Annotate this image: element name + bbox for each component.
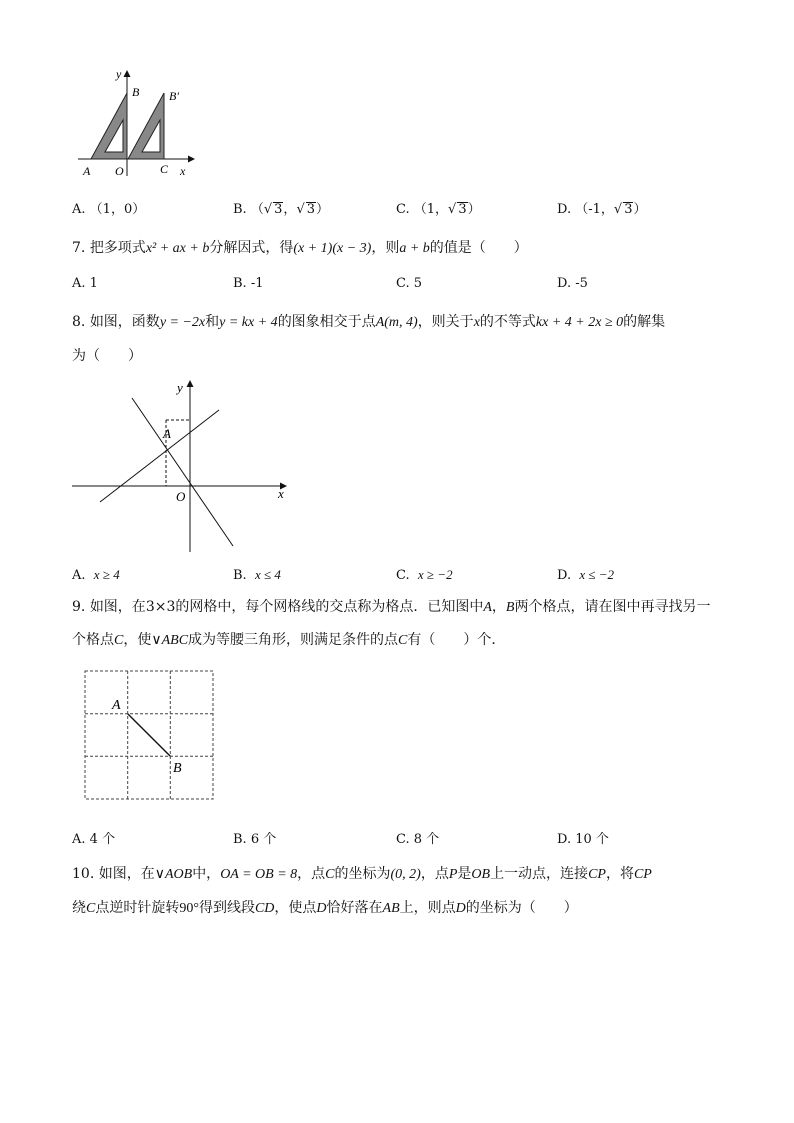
q6-option-d-letter: D.	[557, 202, 572, 217]
q6-label-y: y	[116, 67, 122, 81]
q10-segment-ob: OB	[471, 867, 491, 882]
q10-angle: 90°	[179, 901, 199, 916]
q6-option-c-radical: √ 3	[448, 202, 467, 217]
q7-stem	[72, 238, 528, 259]
q10-stem-line2	[72, 898, 578, 919]
q6-option-d-radical: √ 3	[613, 202, 633, 217]
q8-option-a-text: x ≥ 4	[93, 567, 120, 582]
q6-option-b-radicand2: 3	[306, 202, 316, 217]
q6-label-a: A	[83, 164, 91, 178]
q6-label-bprime: B′	[169, 89, 179, 103]
q10-text-8: ，将	[605, 866, 634, 882]
q6-option-d-open: （-1，	[575, 202, 614, 217]
q6-label-x: x	[180, 164, 186, 178]
q6-option-b-radicand1: 3	[274, 202, 283, 217]
q9-option-b-letter: B.	[233, 832, 247, 847]
q8-func-2: y = kx + 4	[219, 315, 278, 330]
q8-option-b-letter: B.	[233, 568, 247, 583]
q6-option-b-close: ）	[316, 202, 330, 217]
q10-text-5: ，点	[420, 866, 449, 882]
q9-label-a: A	[112, 698, 121, 713]
q9-option-b-text: 6 个	[250, 832, 277, 847]
q7-option-c-text: 5	[413, 276, 423, 291]
q6-label-o: O	[115, 164, 124, 178]
q8-label-x: x	[278, 486, 284, 501]
q8-option-d-text: x ≤ −2	[579, 567, 615, 582]
q6-label-c: C	[160, 162, 169, 176]
q8-option-c-letter: C.	[396, 568, 410, 583]
q9-number: 9.	[72, 599, 86, 615]
q7-option-d[interactable]	[557, 276, 588, 291]
q7-option-c[interactable]	[396, 276, 422, 291]
q9-text-l2d: 有（ ）个．	[407, 632, 506, 648]
q9-stem-line1	[72, 597, 710, 618]
q7-option-d-text: -5	[575, 276, 588, 291]
q10-stem-line1	[72, 864, 652, 885]
q8-option-d-letter: D.	[557, 568, 572, 583]
q7-polynomial: x² + ax + b	[145, 241, 210, 256]
q6-option-a-letter: A.	[72, 202, 86, 217]
q10-coordinate: (0, 2)	[390, 867, 421, 882]
q8-text-4: ，则关于	[417, 314, 474, 330]
q10-number: 10.	[72, 866, 95, 882]
q10-equation: OA = OB = 8	[220, 867, 298, 882]
q10-triangle: ∨AOB	[154, 867, 193, 882]
q9-text-3: 两个格点，请在图中再寻找另一	[514, 599, 711, 615]
q9-comma: ，	[491, 599, 506, 615]
q6-y-arrow	[124, 70, 131, 77]
q10-text-l2f: 上，则点	[399, 900, 456, 916]
q8-option-b[interactable]	[233, 567, 281, 583]
q9-option-d[interactable]	[557, 828, 609, 847]
q9-option-a-text: 4 个	[89, 832, 116, 847]
q8-line-kx-plus-4	[100, 410, 219, 502]
q9-option-c-letter: C.	[396, 832, 410, 847]
q7-option-b-text: -1	[250, 276, 264, 291]
q6-option-d-close: ）	[633, 202, 647, 217]
q6-option-c-letter: C.	[396, 202, 410, 217]
q8-option-a[interactable]	[72, 567, 120, 583]
q8-stem-line1	[72, 312, 665, 333]
q10-text-l2b: 点逆时针旋转	[95, 900, 180, 916]
q7-text-1: 把多项式	[89, 240, 146, 256]
q7-option-c-letter: C.	[396, 276, 410, 291]
q6-figure	[72, 64, 202, 182]
q6-option-b-radical1: √ 3	[263, 202, 283, 217]
q10-text-l2a: 绕	[72, 900, 86, 916]
q10-text-2: 中，	[192, 866, 221, 882]
q9-grid-size: 3×3	[145, 599, 176, 615]
q10-point-p: P	[448, 867, 458, 882]
q7-text-4: 的值是（ ）	[429, 240, 528, 256]
q9-text-l2c: 成为等腰三角形，则满足条件的点	[188, 632, 399, 648]
q7-option-b-letter: B.	[233, 276, 247, 291]
q9-option-a[interactable]	[72, 828, 115, 847]
q6-option-d[interactable]	[557, 198, 647, 217]
q6-option-d-radicand: 3	[624, 202, 633, 217]
q9-stem-line2	[72, 630, 505, 651]
q10-text-l2e: 恰好落在	[326, 900, 383, 916]
q6-triangle-abo	[91, 93, 127, 159]
q7-option-a-text: 1	[89, 276, 98, 291]
q6-option-c[interactable]	[396, 198, 481, 217]
q7-text-2: 分解因式，得	[209, 240, 294, 256]
q8-option-a-letter: A.	[72, 568, 86, 583]
q9-text-l2a: 个格点	[72, 632, 114, 648]
q9-point-c2: C	[398, 633, 408, 648]
q8-number: 8.	[72, 314, 86, 330]
q7-option-a-letter: A.	[72, 276, 86, 291]
q8-option-c-text: x ≥ −2	[417, 567, 453, 582]
q7-option-d-letter: D.	[557, 276, 572, 291]
q10-text-1: 如图，在	[98, 866, 155, 882]
q6-option-b-radical2: √ 3	[296, 202, 316, 217]
q10-point-d2: D	[455, 901, 466, 916]
q9-option-a-letter: A.	[72, 832, 86, 847]
q6-option-b-open: （	[250, 202, 264, 217]
q9-segment-ab	[128, 714, 171, 757]
q9-point-b: B	[505, 600, 515, 615]
q6-option-a[interactable]	[72, 198, 145, 217]
q9-figure	[80, 666, 220, 806]
q6-option-a-text: （1，0）	[89, 202, 146, 217]
q7-option-a[interactable]	[72, 276, 98, 291]
q6-label-b: B	[132, 85, 140, 99]
q9-triangle: ∨ABC	[151, 633, 189, 648]
q6-option-c-open: （1，	[413, 202, 449, 217]
q8-text-6: 的解集	[623, 314, 666, 330]
q9-text-l2b: ，使	[123, 632, 152, 648]
q10-segment-cp: CP	[588, 867, 606, 882]
q6-option-c-radicand: 3	[458, 202, 467, 217]
q10-text-7: 上一动点，连接	[490, 866, 589, 882]
q9-option-c-text: 8 个	[413, 832, 440, 847]
q9-option-d-letter: D.	[557, 832, 572, 847]
q6-triangle-translated	[128, 93, 164, 159]
q9-label-b: B	[173, 761, 182, 776]
q8-var: x	[473, 315, 480, 330]
q9-option-d-text: 10 个	[575, 832, 609, 847]
q6-option-c-close: ）	[467, 202, 481, 217]
q6-x-arrow	[188, 156, 195, 163]
q7-number: 7.	[72, 240, 86, 256]
q6-option-b-letter: B.	[233, 202, 247, 217]
q9-option-b[interactable]	[233, 828, 276, 847]
q8-stem-line2	[72, 346, 142, 366]
q7-option-b[interactable]	[233, 276, 264, 291]
q8-text-line2: 为（ ）	[72, 348, 142, 364]
q6-option-b-sep: ，	[283, 202, 297, 217]
q8-y-arrow	[187, 380, 194, 387]
q7-sum: a + b	[399, 241, 430, 256]
q7-factors: (x + 1)(x − 3)	[293, 241, 372, 256]
q8-option-b-text: x ≤ 4	[254, 567, 281, 582]
q10-segment-cp2: CP	[633, 867, 652, 882]
q10-text-l2c: 得到线段	[198, 900, 255, 916]
q10-point-c: C	[325, 867, 335, 882]
q10-text-l2g: 的坐标为（ ）	[465, 900, 578, 916]
q9-point-c: C	[114, 633, 124, 648]
q8-text-3: 的图象相交于点	[277, 314, 376, 330]
q9-option-c[interactable]	[396, 828, 439, 847]
q10-point-d: D	[316, 901, 327, 916]
q8-text-5: 的不等式	[479, 314, 536, 330]
q8-text-2: 和	[205, 314, 220, 330]
q7-text-3: ，则	[371, 240, 400, 256]
q8-point: A(m, 4)	[375, 315, 418, 330]
q8-text-1: 如图，函数	[89, 314, 160, 330]
q6-option-b[interactable]	[233, 198, 329, 217]
q10-point-c2: C	[86, 901, 96, 916]
q10-segment-ab: AB	[382, 901, 400, 916]
q8-figure	[70, 376, 292, 554]
q10-segment-cd: CD	[254, 901, 275, 916]
q8-inequality: kx + 4 + 2x ≥ 0	[535, 315, 624, 330]
q8-option-d[interactable]	[557, 567, 614, 583]
q10-text-6: 是	[457, 866, 472, 882]
q8-label-o: O	[176, 489, 186, 504]
q10-text-l2d: ，使点	[274, 900, 317, 916]
q9-point-a: A	[483, 600, 492, 615]
q8-option-c[interactable]	[396, 567, 453, 583]
q9-text-1: 如图，在	[89, 599, 146, 615]
q10-text-3: ，点	[297, 866, 326, 882]
q10-text-4: 的坐标为	[334, 866, 391, 882]
q9-text-2: 的网格中，每个网格线的交点称为格点．已知图中	[175, 599, 484, 615]
q8-label-y: y	[177, 380, 183, 395]
q8-func-1: y = −2x	[159, 315, 206, 330]
q8-label-a: A	[163, 426, 171, 441]
